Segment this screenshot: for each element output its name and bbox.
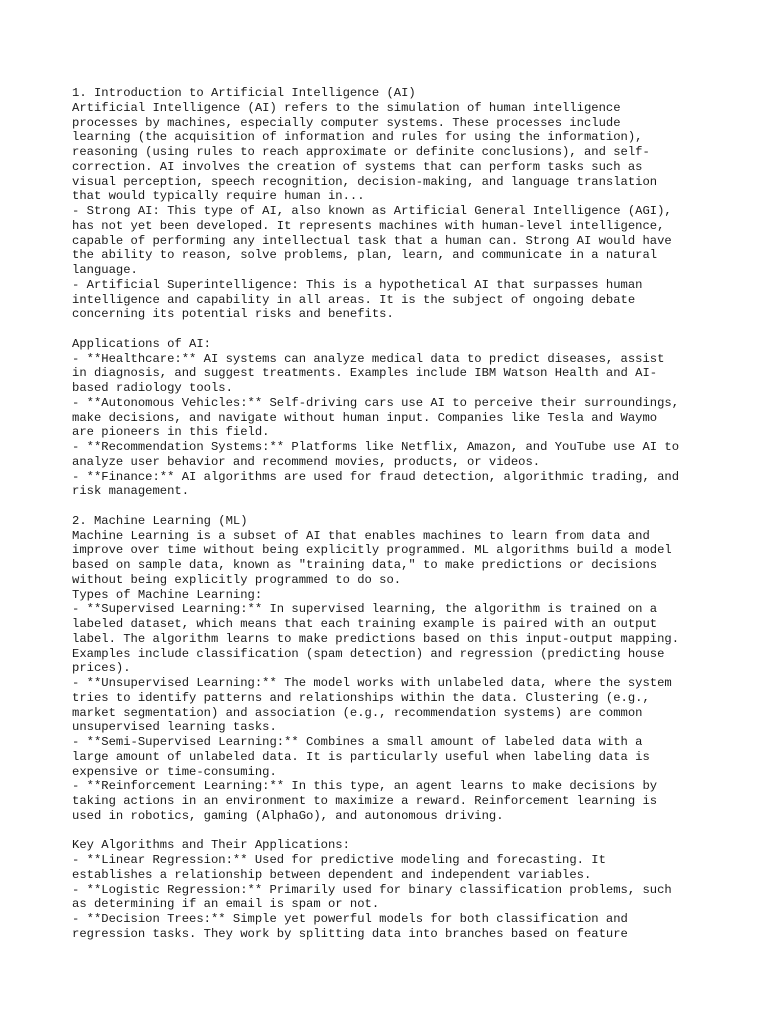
document-line: tries to identify patterns and relationships within the data. Clustering (e.g., [72,690,650,705]
document-line [72,322,712,337]
document-line: - **Linear Regression:** Used for predictive modeling and forecasting. It [72,853,606,867]
document-line: regression tasks. They work by splitting data into branches based on feature [72,926,628,941]
document-line: Examples include classification (spam detection) and regression (predicting house [72,646,665,661]
document-line: taking actions in an environment to maximize a reward. Reinforcement learning is [72,794,658,808]
document-line: are pioneers in this field. [72,425,270,440]
document-line: Types of Machine Learning: [72,587,263,602]
document-line: market segmentation) and association (e.g., recommendation systems) are common [72,705,643,720]
document-body [72,86,712,942]
document-line: improve over time without being explicitly programmed. ML algorithms build a model [72,543,672,558]
document-line [72,499,712,514]
document-line: - **Recommendation Systems:** Platforms like Netflix, Amazon, and YouTube use AI to [72,440,680,454]
document-line: - **Unsupervised Learning:** The model works with unlabeled data, where the system [72,676,672,690]
document-line: analyze user behavior and recommend movies, products, or videos. [72,454,541,469]
document-line: processes by machines, especially computer systems. These processes include [72,115,621,130]
document-line: prices). [72,661,131,676]
document-line: risk management. [72,484,190,499]
document-line: unsupervised learning tasks. [72,720,277,735]
document-line: expensive or time-consuming. [72,764,277,779]
document-line: - Strong AI: This type of AI, also known as Artificial General Intelligence (AGI), [72,204,672,218]
document-line: that would typically require human in... [72,189,365,204]
document-line: used in robotics, gaming (AlphaGo), and autonomous driving. [72,808,504,823]
document-line: concerning its potential risks and benefits. [72,307,394,322]
document-line: - Artificial Superintelligence: This is a hypothetical AI that surpasses human [72,277,643,292]
document-line: in diagnosis, and suggest treatments. Examples include IBM Watson Health and AI- [72,366,658,381]
document-line: language. [72,263,138,277]
document-line [72,824,712,839]
document-line: 1. Introduction to Artificial Intelligence (AI) [72,86,416,100]
document-line: - **Healthcare:** AI systems can analyze medical data to predict diseases, assist [72,351,665,366]
document-line: visual perception, speech recognition, decision-making, and language translation [72,174,658,189]
document-line: reasoning (using rules to reach approximate or definite conclusions), and self- [72,145,650,159]
document-line: - **Supervised Learning:** In supervised learning, the algorithm is trained on a [72,602,658,617]
document-line: based radiology tools. [72,381,233,395]
document-line: correction. AI involves the creation of systems that can perform tasks such as [72,159,643,174]
document-line: Key Algorithms and Their Applications: [72,838,350,853]
document-line: learning (the acquisition of information and rules for using the information), [72,130,643,145]
document-line: establishes a relationship between dependent and independent variables. [72,867,592,882]
document-line: has not yet been developed. It represents machines with human-level intelligence, [72,218,665,233]
document-line: the ability to reason, solve problems, plan, learn, and communicate in a natural [72,248,658,263]
document-line: make decisions, and navigate without human input. Companies like Tesla and Waymo [72,410,658,425]
document-line: - **Finance:** AI algorithms are used for fraud detection, algorithmic trading, and [72,469,680,484]
document-line: Applications of AI: [72,336,211,351]
document-line: based on sample data, known as "training data," to make predictions or decisions [72,558,658,572]
document-line: - **Reinforcement Learning:** In this type, an agent learns to make decisions by [72,779,658,794]
document-line: intelligence and capability in all areas. It is the subject of ongoing debate [72,292,636,307]
document-line: large amount of unlabeled data. It is particularly useful when labeling data is [72,749,650,764]
document-line: capable of performing any intellectual task that a human can. Strong AI would have [72,233,672,248]
document-line: 2. Machine Learning (ML) [72,513,248,528]
document-line: - **Decision Trees:** Simple yet powerful models for both classification and [72,912,628,926]
document-line: without being explicitly programmed to do so. [72,572,402,587]
document-line: - **Autonomous Vehicles:** Self-driving cars use AI to perceive their surroundings, [72,395,680,410]
document-line: as determining if an email is spam or not. [72,897,380,912]
document-line: labeled dataset, which means that each training example is paired with an output [72,617,658,631]
document-line: Machine Learning is a subset of AI that enables machines to learn from data and [72,528,650,543]
document-line: label. The algorithm learns to make predictions based on this input-output mapping. [72,631,680,646]
document-line: - **Logistic Regression:** Primarily used for binary classification problems, such [72,882,672,897]
document-line: Artificial Intelligence (AI) refers to the simulation of human intelligence [72,100,621,115]
document-line: - **Semi-Supervised Learning:** Combines a small amount of labeled data with a [72,735,643,749]
